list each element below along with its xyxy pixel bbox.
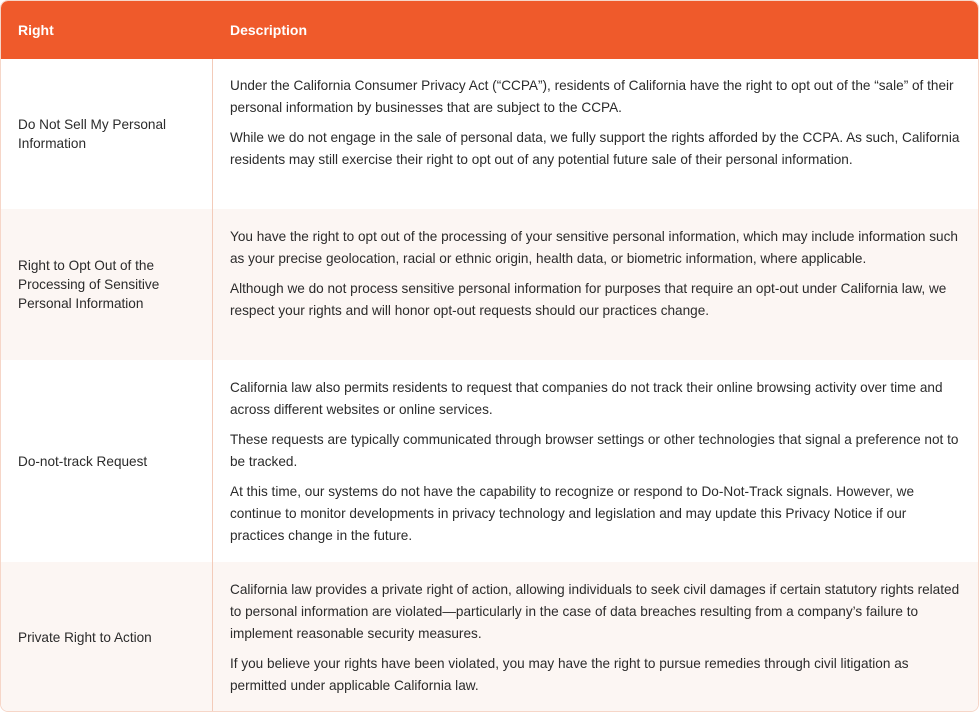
table-row: [1, 209, 978, 360]
right-cell: Do-not-track Request: [1, 360, 213, 562]
description-cell: [213, 209, 978, 360]
table-row: [1, 562, 978, 712]
header-right: Right: [18, 22, 54, 38]
header-description: Description: [230, 22, 308, 38]
description-paragraph: If you believe your rights have been violated, you may have the right to pursue remedies through civil litigation as permitted under applicable California law.: [230, 656, 909, 693]
description-cell: [213, 360, 978, 562]
description-paragraph: Under the California Consumer Privacy Act (“CCPA”), residents of California have the right to opt out of the “sale” of their personal information by businesses that are subject to the CCPA.: [230, 78, 954, 115]
right-cell: Private Right to Action: [1, 562, 213, 712]
table-row: [1, 59, 978, 209]
description-paragraph: At this time, our systems do not have the capability to recognize or respond to Do-Not-Track signals. However, we continue to monitor developments in privacy technology and legislation and may update this Privacy Notice if our practices change in the future.: [230, 484, 915, 543]
description-paragraph: You have the right to opt out of the processing of your sensitive personal information, which may include information such as your precise geolocation, racial or ethnic origin, health data, or biometric information, where applicable.: [230, 229, 958, 266]
description-cell: [213, 562, 978, 712]
table-header: [1, 1, 978, 59]
description-paragraph: California law provides a private right of action, allowing individuals to seek civil damages if certain statutory rights related to personal information are violated—particularly in the case of data breaches resulting from a company’s failure to implement reasonable security measures.: [230, 582, 960, 641]
right-cell: Do Not Sell My Personal Information: [1, 59, 213, 209]
description-cell: [213, 59, 978, 209]
description-paragraph: These requests are typically communicated through browser settings or other technologies that signal a preference not to be tracked.: [230, 432, 959, 469]
description-paragraph: While we do not engage in the sale of personal data, we fully support the rights afforded by the CCPA. As such, California residents may still exercise their right to opt out of any potential future sale of their personal information.: [230, 130, 960, 167]
table-row: [1, 360, 978, 562]
right-cell: Right to Opt Out of the Processing of Sensitive Personal Information: [1, 209, 213, 360]
description-paragraph: California law also permits residents to request that companies do not track their online browsing activity over time and across different websites or online services.: [230, 380, 943, 417]
description-paragraph: Although we do not process sensitive personal information for purposes that require an opt-out under California law, we respect your rights and will honor opt-out requests should our practices change.: [230, 281, 947, 318]
